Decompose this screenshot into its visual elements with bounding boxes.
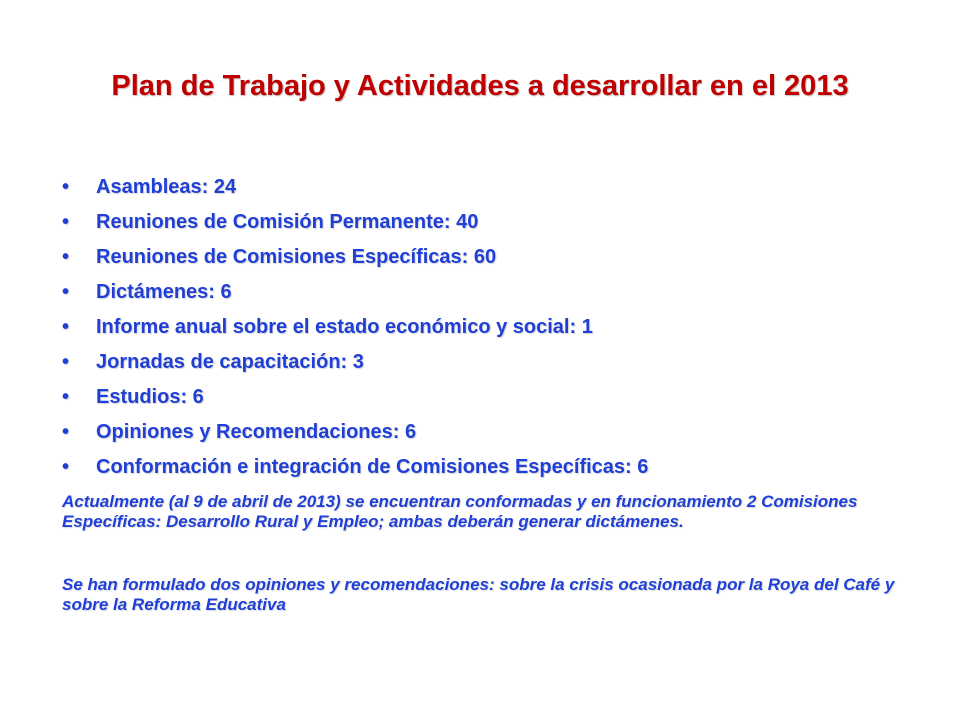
list-item <box>62 312 922 347</box>
list-item-text: Informe anual sobre el estado económico y social: 1 <box>96 316 593 338</box>
list-item-text: Reuniones de Comisión Permanente: 40 <box>96 211 479 233</box>
bullet-icon: • <box>62 421 70 443</box>
list-item <box>62 347 922 382</box>
bullet-icon: • <box>62 351 70 373</box>
bullet-icon: • <box>62 176 70 198</box>
list-item-text: Dictámenes: 6 <box>96 281 232 303</box>
list-item-text: Conformación e integración de Comisiones Específicas: 6 <box>96 456 649 478</box>
list-item <box>62 382 922 417</box>
list-item <box>62 452 922 487</box>
list-item <box>62 172 922 207</box>
bullet-icon: • <box>62 456 70 478</box>
bullet-icon: • <box>62 211 70 233</box>
list-item-text: Asambleas: 24 <box>96 176 237 198</box>
slide-title: Plan de Trabajo y Actividades a desarrollar en el 2013 <box>111 70 849 102</box>
list-item <box>62 242 922 277</box>
list-item-text: Estudios: 6 <box>96 386 204 408</box>
bullet-icon: • <box>62 281 70 303</box>
opinions-note: Se han formulado dos opiniones y recomendaciones: sobre la crisis ocasionada por la Roya del Café y sobre la Reforma Educativa <box>62 575 895 614</box>
list-item-text: Jornadas de capacitación: 3 <box>96 351 364 373</box>
bullet-icon: • <box>62 386 70 408</box>
bullet-icon: • <box>62 246 70 268</box>
list-item-text: Reuniones de Comisiones Específicas: 60 <box>96 246 497 268</box>
list-item <box>62 207 922 242</box>
list-item <box>62 277 922 312</box>
activity-list <box>62 172 922 487</box>
bullet-icon: • <box>62 316 70 338</box>
status-note: Actualmente (al 9 de abril de 2013) se encuentran conformadas y en funcionamiento 2 Comisiones Específicas: Desarrollo Rural y Empleo; ambas deberán generar dictámenes. <box>62 492 858 531</box>
list-item <box>62 417 922 452</box>
list-item-text: Opiniones y Recomendaciones: 6 <box>96 421 417 443</box>
